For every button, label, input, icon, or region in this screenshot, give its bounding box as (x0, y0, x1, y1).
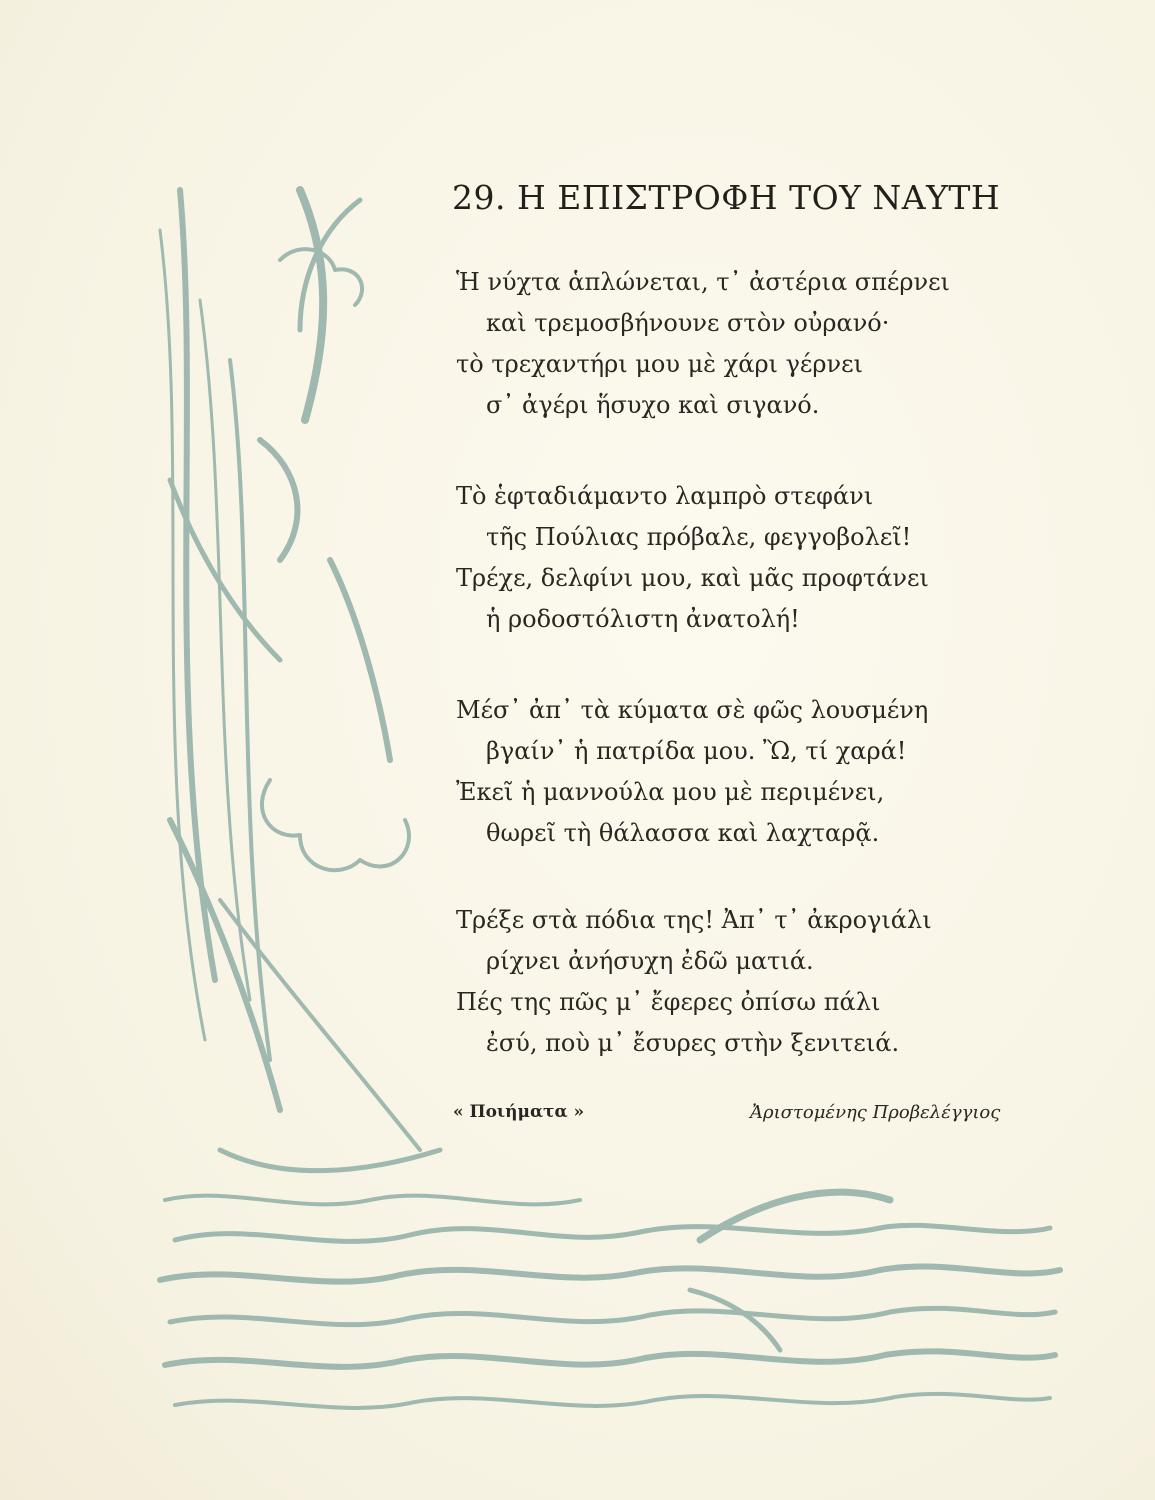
poem-line: θωρεῖ τὴ θάλασσα καὶ λαχταρᾷ. (486, 819, 880, 847)
poem-line: σ᾽ ἀγέρι ἥσυχο καὶ σιγανό. (486, 391, 820, 419)
poem-line: καὶ τρεμοσβήνουνε στὸν οὐρανό· (486, 309, 890, 337)
poem-line: Τρέχε, δελφίνι μου, καὶ μᾶς προφτάνει (456, 564, 929, 592)
author-name: Ἀριστομένης Προβελέγγιος (750, 1102, 1001, 1123)
poem-line: τὸ τρεχαντήρι μου μὲ χάρι γέρνει (456, 350, 863, 378)
poem-line: Μέσ᾽ ἀπ᾽ τὰ κύματα σὲ φῶς λουσμένη (456, 696, 929, 724)
stanza-3 (456, 690, 928, 854)
stanza-4 (456, 900, 932, 1064)
stanza-1 (456, 262, 950, 426)
poem-line: Τὸ ἑφταδιάμαντο λαμπρὸ στεφάνι (456, 482, 874, 510)
stanza-2 (456, 476, 929, 640)
poem-line: βγαίν᾽ ἡ πατρίδα μου. Ὢ, τί χαρά! (486, 737, 907, 765)
poem-line: Ἐκεῖ ἡ μαννούλα μου μὲ περιμένει, (456, 778, 885, 806)
poem-line: Ἡ νύχτα ἁπλώνεται, τ᾽ ἀστέρια σπέρνει (456, 268, 950, 296)
source-citation: « Ποιήματα » (453, 1102, 585, 1122)
poem-line: ρίχνει ἀνήσυχη ἐδῶ ματιά. (486, 947, 814, 975)
poem-line: ἐσύ, ποὺ μ᾽ ἔσυρες στὴν ξενιτειά. (486, 1029, 900, 1057)
poem-title: 29. Η ΕΠΙΣΤΡΟΦΗ ΤΟΥ ΝΑΥΤΗ (452, 178, 1001, 217)
poem-line: τῆς Πούλιας πρόβαλε, φεγγοβολεῖ! (486, 523, 912, 551)
poem-line: Πές της πῶς μ᾽ ἔφερες ὀπίσω πάλι (456, 988, 881, 1016)
poem-line: Τρέξε στὰ πόδια της! Ἀπ᾽ τ᾽ ἀκρογιάλι (456, 906, 932, 934)
poem-line: ἡ ροδοστόλιστη ἀνατολή! (486, 605, 800, 633)
